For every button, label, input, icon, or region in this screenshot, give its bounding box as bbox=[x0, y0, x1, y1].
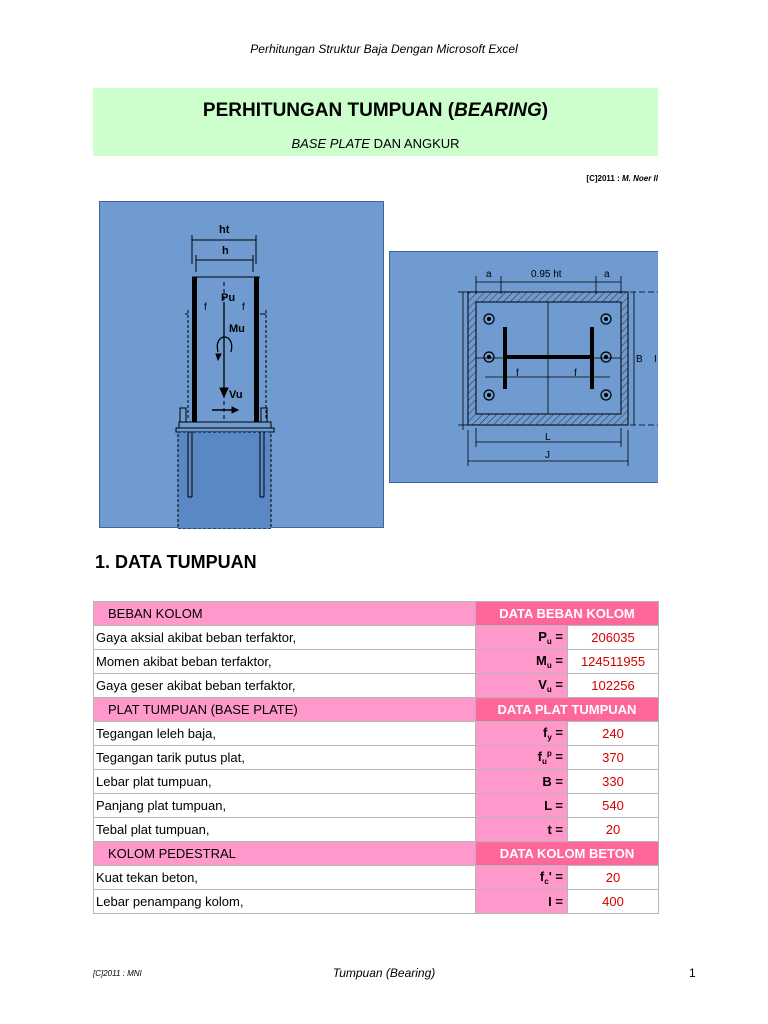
column-elevation-figure bbox=[99, 201, 384, 528]
label-b: B bbox=[636, 354, 643, 365]
fy-label: Tegangan leleh baja, bbox=[94, 722, 476, 746]
label-i: I bbox=[654, 354, 657, 365]
t-symbol: t = bbox=[476, 818, 568, 842]
l-label: Panjang plat tumpuan, bbox=[94, 794, 476, 818]
table-row bbox=[94, 674, 659, 698]
table-row bbox=[94, 866, 659, 890]
b-symbol: B = bbox=[476, 770, 568, 794]
beban-header: BEBAN KOLOM bbox=[94, 602, 476, 626]
label-f-left: f bbox=[204, 302, 207, 313]
fy-value[interactable]: 240 bbox=[568, 722, 659, 746]
page-title: PERHITUNGAN TUMPUAN (BEARING) bbox=[202, 100, 549, 121]
vu-value[interactable]: 102256 bbox=[568, 674, 659, 698]
beban-data-header: DATA BEBAN KOLOM bbox=[476, 602, 659, 626]
page-number: 1 bbox=[689, 966, 696, 980]
footer-center: Tumpuan (Bearing) bbox=[332, 966, 436, 980]
label-j: J bbox=[545, 450, 550, 461]
fu-symbol: $f_u^p$ = bbox=[476, 746, 568, 770]
label-a-right: a bbox=[604, 269, 610, 280]
label-pu: Pu bbox=[221, 292, 236, 304]
mu-label: Momen akibat beban terfaktor, bbox=[94, 650, 476, 674]
data-tumpuan-table bbox=[93, 601, 659, 914]
table-row bbox=[94, 818, 659, 842]
label-l: L bbox=[545, 432, 551, 443]
copyright-note: [C]2011 : M. Noer Il bbox=[586, 174, 658, 183]
title-box bbox=[93, 88, 658, 156]
label-a-left: a bbox=[486, 269, 492, 280]
label-h: h bbox=[222, 245, 229, 257]
fc-value[interactable]: 20 bbox=[568, 866, 659, 890]
label-vu: Vu bbox=[229, 389, 243, 401]
table-row bbox=[94, 770, 659, 794]
page-subtitle: BASE PLATE DAN ANGKUR bbox=[291, 136, 460, 151]
l-symbol: L = bbox=[476, 794, 568, 818]
table-row bbox=[94, 794, 659, 818]
l-value[interactable]: 540 bbox=[568, 794, 659, 818]
mu-symbol: $M_u$ = bbox=[476, 650, 568, 674]
t-label: Tebal plat tumpuan, bbox=[94, 818, 476, 842]
vu-symbol: $V_u$ = bbox=[476, 674, 568, 698]
fu-value[interactable]: 370 bbox=[568, 746, 659, 770]
pu-symbol: $P_u$ = bbox=[476, 626, 568, 650]
pu-value[interactable]: 206035 bbox=[568, 626, 659, 650]
fc-symbol: $f_c'$ = bbox=[476, 866, 568, 890]
kolom-header: KOLOM PEDESTRAL bbox=[94, 842, 476, 866]
mu-value[interactable]: 124511955 bbox=[568, 650, 659, 674]
section-title: 1. DATA TUMPUAN bbox=[95, 552, 257, 572]
vu-label: Gaya geser akibat beban terfaktor, bbox=[94, 674, 476, 698]
base-plate-plan-figure bbox=[389, 251, 658, 483]
label-f-right: f bbox=[574, 368, 577, 379]
b-label: Lebar plat tumpuan, bbox=[94, 770, 476, 794]
pu-label: Gaya aksial akibat beban terfaktor, bbox=[94, 626, 476, 650]
i-symbol: I = bbox=[476, 890, 568, 914]
fc-label: Kuat tekan beton, bbox=[94, 866, 476, 890]
label-ht: ht bbox=[219, 224, 230, 236]
label-095ht: 0.95 ht bbox=[531, 269, 562, 280]
kolom-header-row bbox=[94, 842, 659, 866]
beban-header-row bbox=[94, 602, 659, 626]
page-header: Perhitungan Struktur Baja Dengan Microsoft Excel bbox=[250, 42, 518, 56]
fy-symbol: $f_y$ = bbox=[476, 722, 568, 746]
i-label: Lebar penampang kolom, bbox=[94, 890, 476, 914]
b-value[interactable]: 330 bbox=[568, 770, 659, 794]
table-row bbox=[94, 722, 659, 746]
i-value[interactable]: 400 bbox=[568, 890, 659, 914]
table-row bbox=[94, 626, 659, 650]
plat-header: PLAT TUMPUAN (BASE PLATE) bbox=[94, 698, 476, 722]
label-f-left: f bbox=[516, 368, 519, 379]
plat-data-header: DATA PLAT TUMPUAN bbox=[476, 698, 659, 722]
plat-header-row bbox=[94, 698, 659, 722]
column-elevation-drawing bbox=[100, 202, 385, 529]
base-plate-plan-drawing bbox=[390, 252, 659, 484]
footer-left: [C]2011 : MNI bbox=[93, 969, 142, 978]
label-f-right: f bbox=[242, 302, 245, 313]
table-row bbox=[94, 746, 659, 770]
label-mu: Mu bbox=[229, 323, 245, 335]
table-row bbox=[94, 650, 659, 674]
table-row bbox=[94, 890, 659, 914]
fu-label: Tegangan tarik putus plat, bbox=[94, 746, 476, 770]
kolom-data-header: DATA KOLOM BETON bbox=[476, 842, 659, 866]
t-value[interactable]: 20 bbox=[568, 818, 659, 842]
